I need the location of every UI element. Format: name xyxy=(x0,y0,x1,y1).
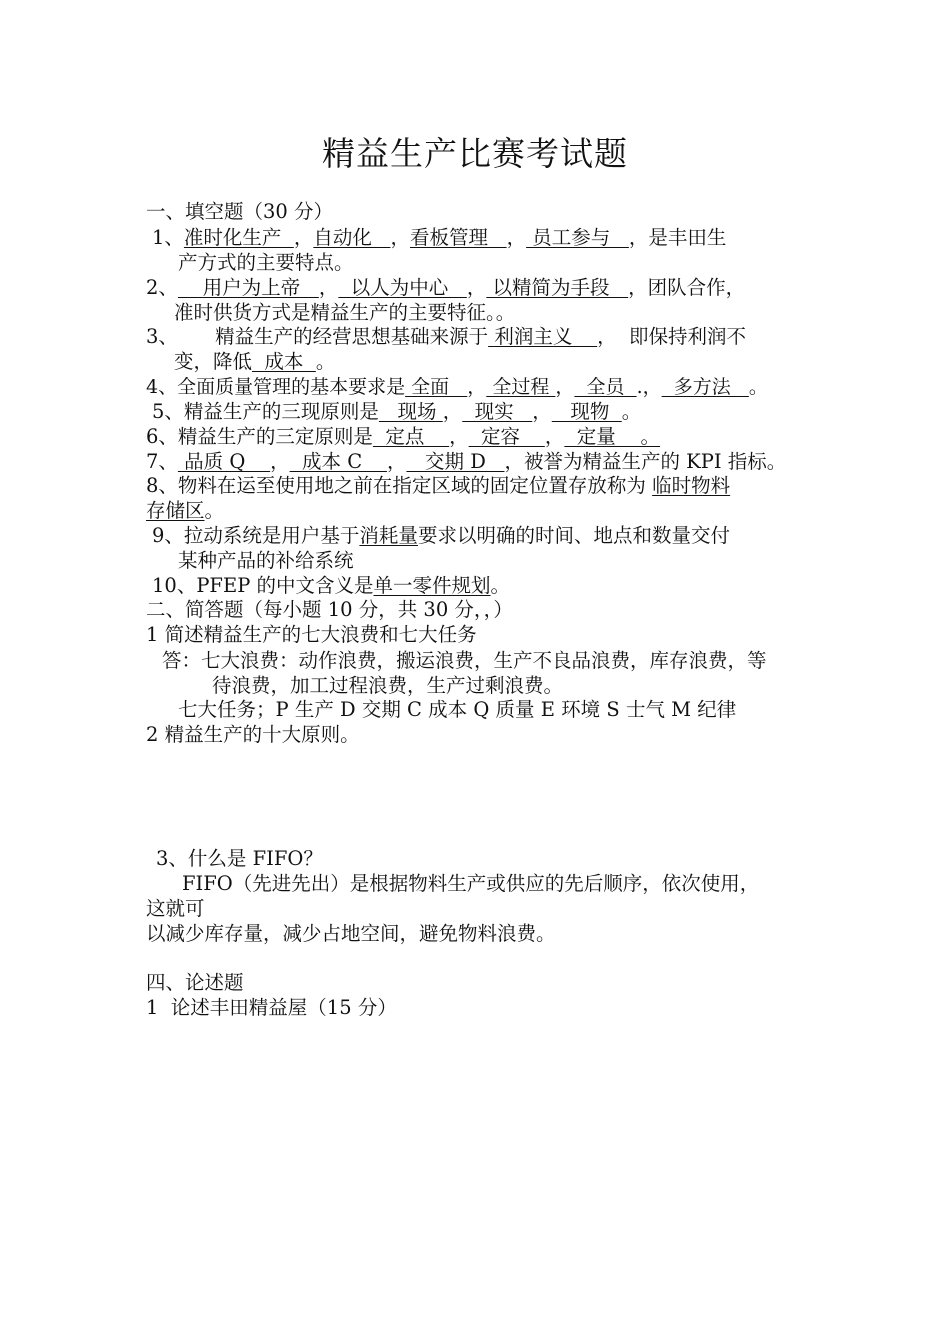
question-5: 5、精益生产的三现原则是 现场 ， 现实 ， 现物 。 xyxy=(152,400,642,423)
question-10: 10、PFEP 的中文含义是单一零件规划。 xyxy=(152,574,511,597)
answer-blank: 消耗量 xyxy=(359,524,418,547)
section-1-heading: 一、填空题（30 分） xyxy=(146,200,334,223)
section-2-heading: 二、简答题（每小题 10 分，共 30 分，，） xyxy=(146,598,513,621)
short-question-1: 1 简述精益生产的七大浪费和七大任务 xyxy=(146,623,477,646)
answer-blank: 成本 C xyxy=(289,450,387,473)
answer-blank: 看板管理 xyxy=(409,226,507,249)
question-9-continued: 某种产品的补给系统 xyxy=(178,549,354,572)
answer-blank: 全面 xyxy=(405,376,468,398)
short-answer-1-line-1: 答：七大浪费：动作浪费，搬运浪费，生产不良品浪费，库存浪费，等 xyxy=(162,649,767,672)
essay-question-1: 1 论述丰田精益屋（15 分） xyxy=(146,996,397,1019)
short-answer-3-line-1: FIFO（先进先出）是根据物料生产或供应的先后顺序，依次使用， xyxy=(182,872,760,895)
answer-blank: 存储区 xyxy=(146,499,205,522)
answer-blank: 定量 。 xyxy=(564,425,661,448)
short-question-2: 2 精益生产的十大原则。 xyxy=(146,723,360,746)
question-2-continued: 准时供货方式是精益生产的主要特征。。 xyxy=(174,301,516,324)
answer-blank: 利润主义 xyxy=(488,325,598,348)
answer-blank: 交期 D xyxy=(406,450,505,473)
short-question-3: 3、什么是 FIFO？ xyxy=(156,847,323,870)
short-answer-1-line-2: 待浪费，加工过程浪费，生产过剩浪费。 xyxy=(212,674,564,697)
question-1-continued: 产方式的主要特点。 xyxy=(178,251,354,274)
answer-blank: 全过程 xyxy=(486,376,556,398)
answer-blank: 现场 xyxy=(378,400,443,423)
answer-blank: 全员 xyxy=(574,376,637,398)
answer-blank: 定点 xyxy=(372,425,450,448)
answer-blank: 单一零件规划 xyxy=(373,574,491,597)
answer-blank: 成本 xyxy=(252,350,316,373)
question-6: 6、精益生产的三定原则是 定点 ， 定容 ， 定量 。 xyxy=(146,425,661,448)
question-2: 2、 用户为上帝 ， 以人为中心 ， 以精简为手段 ，团队合作， xyxy=(146,276,746,299)
answer-blank: 用户为上帝 xyxy=(177,276,319,299)
short-answer-3-line-3: 以减少库存量，减少占地空间，避免物料浪费。 xyxy=(146,922,556,945)
question-3-continued: 变，降低 成本 。 xyxy=(174,350,336,373)
answer-blank: 自动化 xyxy=(313,226,391,249)
question-7: 7、 品质 Q ， 成本 C ， 交期 D ，被誉为精益生产的 KPI 指标。 xyxy=(146,450,787,473)
answer-blank: 定容 xyxy=(468,425,545,448)
answer-blank: 现实 xyxy=(462,400,533,423)
question-9: 9、拉动系统是用户基于消耗量要求以明确的时间、地点和数量交付 xyxy=(152,524,730,547)
question-8-continued: 存储区。 xyxy=(146,499,225,522)
question-1: 1、准时化生产 ，自动化 ，看板管理 ， 员工参与 ，是丰田生 xyxy=(152,226,727,249)
answer-blank: 准时化生产 xyxy=(183,226,294,249)
answer-blank: 品质 Q xyxy=(177,450,271,473)
answer-blank: 员工参与 xyxy=(526,226,629,249)
question-4: 4、全面质量管理的基本要求是 全面 ， 全过程 ， 全员 .， 多方法 。 xyxy=(146,376,768,398)
answer-blank: 以人为中心 xyxy=(338,276,467,299)
answer-blank: 多方法 xyxy=(661,376,749,398)
section-4-heading: 四、论述题 xyxy=(146,971,244,994)
answer-blank: 现物 xyxy=(551,400,622,423)
question-8: 8、物料在运至使用地之前在指定区域的固定位置存放称为 临时物料 xyxy=(146,474,731,497)
short-answer-3-line-2: 这就可 xyxy=(146,897,205,920)
answer-blank: 临时物料 xyxy=(652,474,731,497)
question-3: 3、 精益生产的经营思想基础来源于 利润主义 ， 即保持利润不 xyxy=(146,325,747,348)
answer-blank: 以精简为手段 xyxy=(486,276,629,299)
page-title: 精益生产比赛考试题 xyxy=(322,134,628,173)
short-answer-1-line-3: 七大任务；P 生产 D 交期 C 成本 Q 质量 E 环境 S 士气 M 纪律 xyxy=(178,698,737,721)
